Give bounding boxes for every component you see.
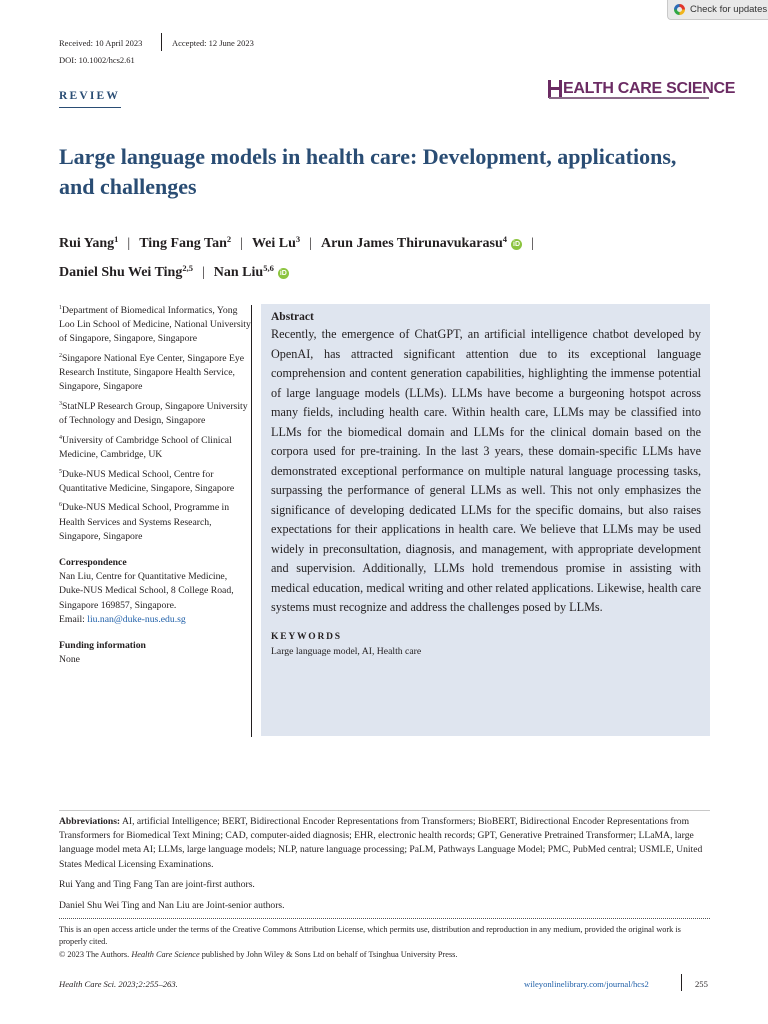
affiliations-column [59,301,251,667]
accepted-date: Accepted: 12 June 2023 [172,38,254,48]
citation: Health Care Sci. 2023;2:255–263. [59,979,178,989]
affiliation: $^1$Department of Biomedical Informatics, Yong Loo Lin School of Medicine, National University of Singapore, Singapore, Singapore [59,305,251,345]
meta-divider [161,33,162,51]
orcid-icon[interactable]: iD [279,270,287,277]
check-for-updates-label: Check for updates [690,4,768,15]
author-separator: | [127,236,131,251]
journal-logo-text: EALTH CARE SCIENCE [563,80,736,97]
abstract-heading: Abstract [271,311,314,323]
author-separator: | [309,236,312,251]
correspondence-text: Nan Liu, Centre for Quantitative Medicine, Duke-NUS Medical School, 8 College Road, Singapore 169857, Singapore. Email: liu.nan@duke-nus.edu.sg [59,571,234,625]
crossmark-icon [674,4,685,15]
affiliation: $^4$University of Cambridge School of Clinical Medicine, Cambridge, UK [59,434,232,460]
author-list [59,227,719,285]
footnote-divider [59,810,710,811]
author-separator: | [531,236,534,251]
funding-text: None [59,654,80,666]
check-for-updates-button[interactable] [667,0,768,20]
orcid-icon[interactable]: iD [513,241,521,248]
author-name: Daniel Shu Wei Ting$^{2,5}$ [59,263,193,280]
license-divider [59,918,710,919]
keywords-text: Large language model, AI, Health care [271,645,422,657]
author-name: Nan Liu$^{5,6}$ [213,263,274,280]
article-type: REVIEW [59,90,121,102]
footer-divider [681,974,682,991]
author-separator: | [240,236,243,251]
keywords-heading: KEYWORDS [271,631,342,642]
journal-logo-icon [548,80,562,98]
joint-first-note: Rui Yang and Ting Fang Tan are joint-first authors. [59,879,255,890]
affiliation: $^5$Duke-NUS Medical School, Centre for Quantitative Medicine, Singapore, Singapore [59,468,235,494]
received-date: Received: 10 April 2023 [59,38,143,48]
article-title: Large language models in health care: Development, applications, and challenges [59,144,677,199]
correspondence-heading: Correspondence [59,557,127,568]
author-name: Arun James Thirunavukarasu$^4$ [320,234,508,251]
affiliation: $^2$Singapore National Eye Center, Singapore Eye Research Institute, Singapore Health Service, Singapore, Singapore [59,353,245,393]
affiliation: $^3$StatNLP Research Group, Singapore University of Technology and Design, Singapore [59,401,248,427]
funding-heading: Funding information [59,640,146,652]
affiliation: $^6$Duke-NUS Medical School, Programme in Health Services and Systems Research, Singapore, Singapore [59,502,230,542]
joint-senior-note: Daniel Shu Wei Ting and Nan Liu are Joint-senior authors. [59,900,285,911]
page-number: 255 [695,979,708,989]
column-divider [251,305,252,737]
author-name: Rui Yang$^1$ [59,234,119,251]
email-link[interactable]: liu.nan@duke-nus.edu.sg [87,613,186,625]
author-separator: | [201,265,205,280]
license-text: This is an open access article under the terms of the Creative Commons Attribution License, which permits use, distribution and reproduction in any medium, provided the original work is properly cited. © 2023 The Authors. Health Care Science published by John Wiley & Sons Ltd on behalf of Tsinghua University Press. [59,925,681,959]
author-name: Wei Lu$^3$ [251,234,301,251]
article-type-underline [59,107,121,108]
abstract-text: Recently, the emergence of ChatGPT, an artificial intelligence chatbot developed by OpenAI, has attracted significant attention due to its exceptional language comprehension and content generation capabilities, highlighting the immense potential of large language models (LLMs). LLMs have become a burgeoning hotspot across many fields, including health care. Within health care, LLMs may be classified into LLMs for the biomedical domain and LLMs for the clinical domain based on the corpora used for pre-training. In the last 3 years, these domain-specific LLMs have demonstrated exceptional performance on multiple natural language processing tasks, surpassing the performance of general LLMs as well. This not only emphasizes the significance of developing dedicated LLMs for the specific domains, but also raises expectations for their applications in health care. We believe that LLMs may be used widely in preconsultation, diagnosis, and management, with appropriate development and supervision. Additionally, LLMs hold tremendous promise in assisting with medical education, medical writing and other related applications. Likewise, health care systems must recognize and address the challenges posed by LLMs. [271,327,701,614]
doi: DOI: 10.1002/hcs2.61 [59,55,135,65]
abstract-box [261,304,710,736]
journal-logo-underline [549,97,709,99]
journal-url-link[interactable]: wileyonlinelibrary.com/journal/hcs2 [524,979,649,989]
author-name: Ting Fang Tan$^2$ [139,234,232,251]
abbreviations: Abbreviations: AI, artificial Intelligence; BERT, Bidirectional Encoder Representations from Transformers; BioBERT, Bidirectional Encoder Representations from Transformers for Biomedical Text Mining; CAD, computer-aided diagnosis; EHR, electronic health records; GPT, Generative Pretrained Transformer; LLaMA, large language model meta AI; LLMs, large language models; NLP, nature language processing; PaLM, Pathways Language Model; PMC, PubMed central; USMLE, United States Medical Licensing Examinations. [59,816,703,870]
